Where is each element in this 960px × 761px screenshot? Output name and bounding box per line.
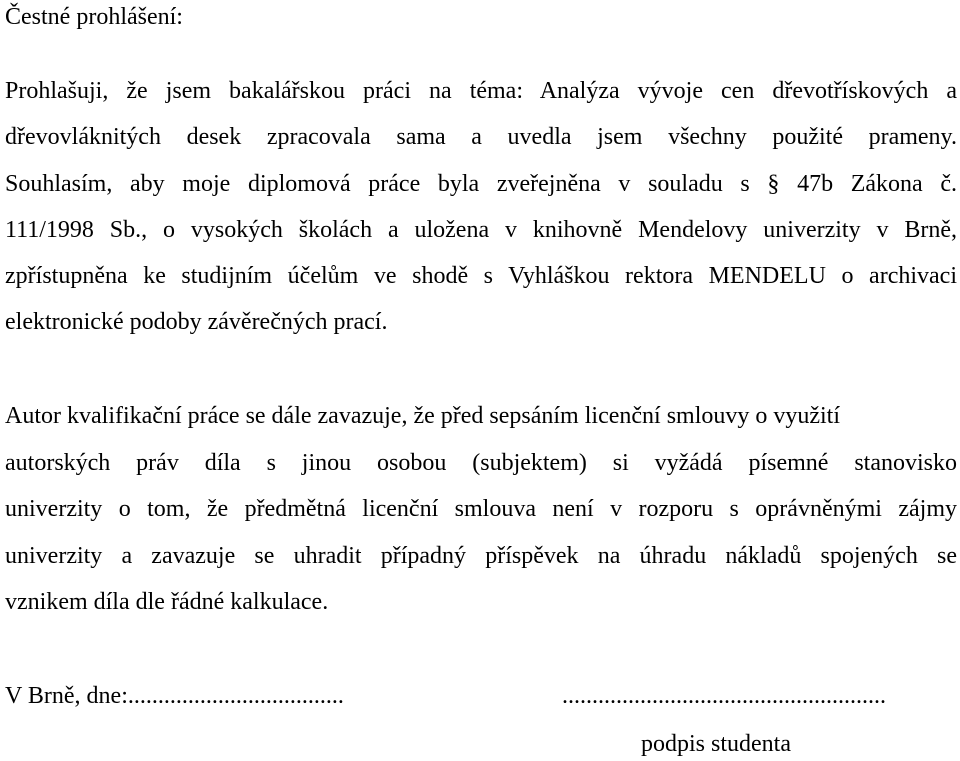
paragraph-line: Prohlašuji, že jsem bakalářskou práci na téma: Analýza vývoje cen dřevotřískových a [5,78,957,104]
paragraph-line: vznikem díla dle řádné kalkulace. [5,589,329,615]
paragraph-line: univerzity a zavazuje se uhradit případný příspěvek na úhradu nákladů spojených se [5,543,957,569]
paragraph-line: autorských práv díla s jinou osobou (subjektem) si vyžádá písemné stanovisko [5,450,957,476]
signature-label: podpis studenta [641,731,791,757]
paragraph-line: 111/1998 Sb., o vysokých školách a uložena v knihovně Mendelovy univerzity v Brně, [5,217,957,243]
place-date-field: V Brně, dne:.................................... [5,683,344,709]
paragraph-line: dřevovláknitých desek zpracovala sama a uvedla jsem všechny použité prameny. [5,124,957,150]
paragraph-line: Autor kvalifikační práce se dále zavazuje, že před sepsáním licenční smlouvy o využití [5,403,841,429]
signature-line: ...................................................... [562,683,886,709]
paragraph-line: zpřístupněna ke studijním účelům ve shodě s Vyhláškou rektora MENDELU o archivaci [5,263,957,289]
paragraph-line: Souhlasím, aby moje diplomová práce byla zveřejněna v souladu s § 47b Zákona č. [5,171,957,197]
paragraph-line: elektronické podoby závěrečných prací. [5,309,388,335]
declaration-heading: Čestné prohlášení: [5,4,183,30]
paragraph-line: univerzity o tom, že předmětná licenční smlouva není v rozporu s oprávněnými zájmy [5,496,957,522]
